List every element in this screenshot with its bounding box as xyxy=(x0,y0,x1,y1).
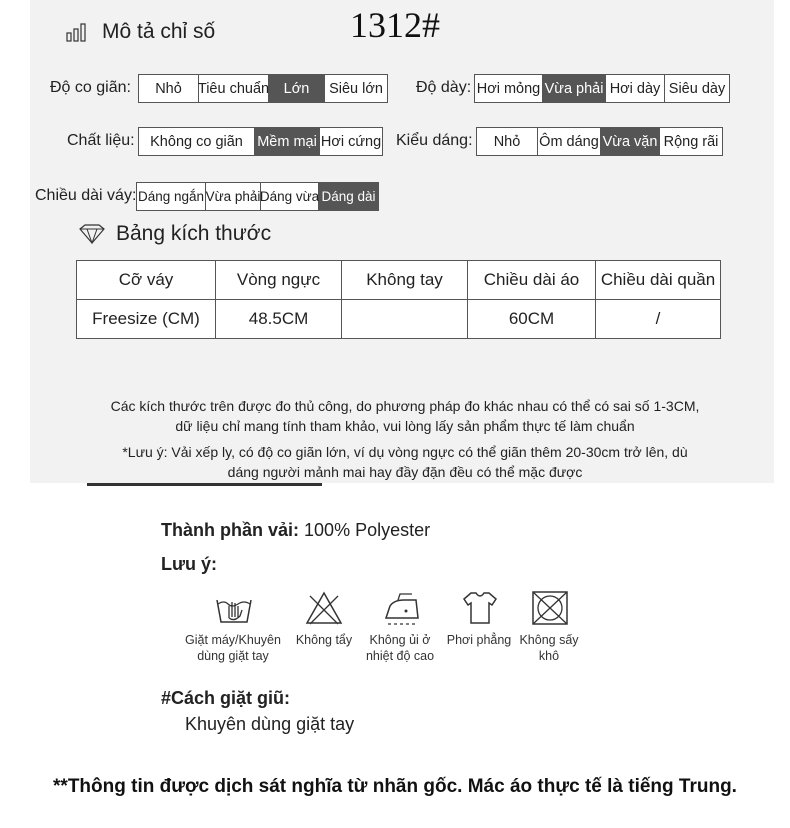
size-table-header-cell: Vòng ngực xyxy=(216,261,342,300)
section-title: Mô tả chỉ số xyxy=(102,20,216,43)
fit-option: Nhỏ xyxy=(477,128,538,155)
care-label-line: khô xyxy=(538,649,560,663)
material-option: Hơi cứng xyxy=(320,133,382,150)
material-option: Không co giãn xyxy=(139,128,255,155)
no-high-heat-iron-icon xyxy=(382,590,422,626)
care-label-line: dùng giặt tay xyxy=(197,649,269,663)
diamond-icon xyxy=(78,224,106,244)
elasticity-options xyxy=(138,74,388,103)
no-bleach-icon xyxy=(304,590,344,626)
thickness-options xyxy=(474,74,730,103)
fit-options xyxy=(476,127,723,156)
care-instruction-label xyxy=(494,632,604,664)
fabric-value: 100% Polyester xyxy=(304,520,431,540)
skirt-length-option: Vừa phải xyxy=(206,183,261,210)
size-table-cell: Freesize (CM) xyxy=(77,300,216,339)
fabric-label: Thành phần vải: xyxy=(161,520,300,540)
elasticity-option: Siêu lớn xyxy=(329,80,383,97)
material-label: Chất liệu: xyxy=(67,132,135,149)
size-table-cell: / xyxy=(596,300,721,339)
fabric-composition xyxy=(161,520,430,541)
fit-option: Rộng rãi xyxy=(663,133,719,150)
washing-value: Khuyên dùng giặt tay xyxy=(185,714,355,734)
size-table-header-cell: Cỡ váy xyxy=(77,261,216,300)
skirt-length-label: Chiều dài váy: xyxy=(35,187,137,204)
thickness-option: Siêu dày xyxy=(668,80,726,97)
translation-footnote: **Thông tin được dịch sát nghĩa từ nhãn gốc. Mác áo thực tế là tiếng Trung. xyxy=(53,776,737,797)
spec-title-row xyxy=(66,20,215,44)
measurement-note-line: dữ liệu chỉ mang tính tham khảo, vui lòng lấy sản phẩm thực tế làm chuẩn xyxy=(175,418,635,434)
elasticity-option: Tiêu chuẩn xyxy=(199,75,269,102)
size-table-cell: 60CM xyxy=(468,300,596,339)
care-label-line: Không tẩy xyxy=(295,633,353,647)
material-options xyxy=(138,127,383,156)
hand-wash-icon xyxy=(214,590,254,626)
fit-label: Kiểu dáng: xyxy=(396,132,473,149)
care-label: Lưu ý: xyxy=(161,554,218,574)
measurement-note-line: Các kích thước trên được đo thủ công, do phương pháp đo khác nhau có thể có sai số 1-3CM, xyxy=(110,398,700,414)
product-code: 1312# xyxy=(350,5,440,45)
thickness-label: Độ dày: xyxy=(416,79,472,96)
care-label-line: Phơi phẳng xyxy=(446,633,512,647)
no-tumble-dry-icon xyxy=(530,590,570,626)
size-table-header xyxy=(78,222,271,246)
size-table-cell xyxy=(342,300,468,339)
skirt-length-option-selected: Dáng dài xyxy=(319,183,378,210)
table-row xyxy=(77,300,721,339)
skirt-length-options xyxy=(136,182,379,211)
dry-flat-icon xyxy=(460,590,500,626)
thickness-option: Hơi mỏng xyxy=(475,75,543,102)
fit-option-selected: Vừa vặn xyxy=(601,128,660,155)
care-label-line: Không sấy xyxy=(519,633,579,647)
elasticity-option: Nhỏ xyxy=(139,75,199,102)
thickness-option: Hơi dày xyxy=(606,75,665,102)
skirt-length-option: Dáng vừa xyxy=(261,183,319,210)
size-table-header-row xyxy=(77,261,721,300)
care-label-line: Không ủi ở xyxy=(369,633,431,647)
bar-chart-icon xyxy=(66,22,92,42)
washing-label: #Cách giặt giũ: xyxy=(161,688,291,708)
care-label-line: nhiệt độ cao xyxy=(365,649,435,663)
care-label-line: Giặt máy/Khuyên xyxy=(185,633,281,647)
size-table-header-cell: Chiều dài áo xyxy=(468,261,596,300)
size-table-title: Bảng kích thước xyxy=(116,222,272,245)
material-option-selected: Mềm mại xyxy=(255,128,320,155)
pleat-note-line: dáng người mảnh mai hay đầy đặn đều có thể mặc được xyxy=(227,464,583,480)
thickness-option-selected: Vừa phải xyxy=(543,75,606,102)
fit-option: Ôm dáng xyxy=(538,128,601,155)
divider xyxy=(87,483,322,486)
size-table-header-cell: Chiều dài quần xyxy=(596,261,721,300)
size-table-header-cell: Không tay xyxy=(342,261,468,300)
size-table xyxy=(76,260,721,339)
elasticity-label: Độ co giãn: xyxy=(50,79,131,96)
skirt-length-option: Dáng ngắn xyxy=(137,183,206,210)
size-table-cell: 48.5CM xyxy=(216,300,342,339)
pleat-note-line: *Lưu ý: Vải xếp ly, có độ co giãn lớn, ví dụ vòng ngực có thể giãn thêm 20-30cm trở lên, dù xyxy=(122,444,688,460)
elasticity-option-selected: Lớn xyxy=(269,75,325,102)
